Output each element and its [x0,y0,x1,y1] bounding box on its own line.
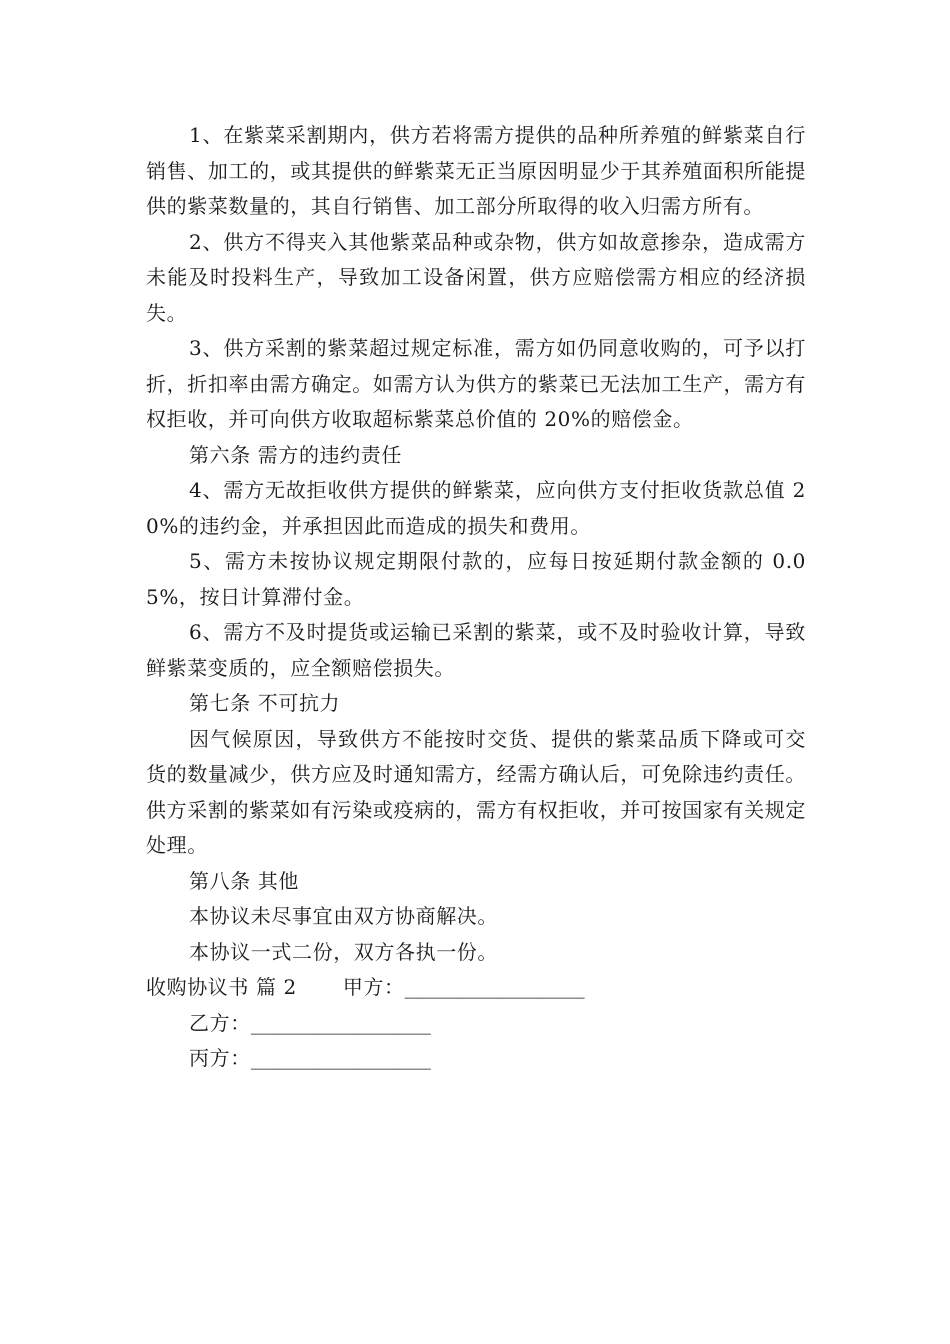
clause-paragraph-4: 4、需方无故拒收供方提供的鲜紫菜，应向供方支付拒收货款总值 20%的违约金，并承担因此而造成的损失和费用。 [146,478,806,538]
clause-paragraph-1: 1、在紫菜采割期内，供方若将需方提供的品种所养殖的鲜紫菜自行销售、加工的，或其提供的鲜紫菜无正当原因明显少于其养殖面积所能提供的紫菜数量的，其自行销售、加工部分所取得的收入归需方所有。 [146,123,806,218]
party-a-blank: __________________ [404,975,585,999]
force-majeure-paragraph: 因气候原因，导致供方不能按时交货、提供的紫菜品质下降或可交货的数量减少，供方应及时通知需方，经需方确认后，可免除违约责任。供方采割的紫菜如有污染或疫病的，需方有权拒收，并可按国家有关规定处理。 [146,726,806,857]
party-c-blank: __________________ [250,1046,431,1070]
other-paragraph-1: 本协议未尽事宜由双方协商解决。 [189,904,498,928]
signature-line-party-a [146,970,806,1006]
article-six-heading: 第六条 需方的违约责任 [189,442,402,467]
clause-paragraph-5: 5、需方未按协议规定期限付款的，应每日按延期付款金额的 0.05%，按日计算滞付金。 [146,549,806,609]
party-b-blank: __________________ [250,1010,431,1035]
signature-line-party-c [146,1041,806,1077]
party-b-label: 乙方： [189,1010,251,1035]
clause-paragraph-3: 3、供方采割的紫菜超过规定标准，需方如仍同意收购的，可予以打折，折扣率由需方确定。如需方认为供方的紫菜已无法加工生产，需方有权拒收，并可向供方收取超标紫菜总价值的 20%的赔偿金。 [146,336,806,431]
article-seven-heading: 第七条 不可抗力 [189,691,341,715]
clause-paragraph-2: 2、供方不得夹入其他紫菜品种或杂物，供方如故意掺杂，造成需方未能及时投料生产，导致加工设备闲置，供方应赔偿需方相应的经济损失。 [146,229,806,325]
party-a-label: 甲方： [342,975,405,999]
party-c-label: 丙方： [189,1046,251,1070]
article-eight-heading: 第八条 其他 [189,868,299,893]
document-body [146,118,806,1077]
section-title: 收购协议书 篇 2 [146,975,297,999]
signature-line-party-b [146,1006,806,1042]
other-paragraph-2: 本协议一式二份，双方各执一份。 [189,939,498,964]
clause-paragraph-6: 6、需方不及时提货或运输已采割的紫菜，或不及时验收计算，导致鲜紫菜变质的，应全额赔偿损失。 [146,620,806,680]
